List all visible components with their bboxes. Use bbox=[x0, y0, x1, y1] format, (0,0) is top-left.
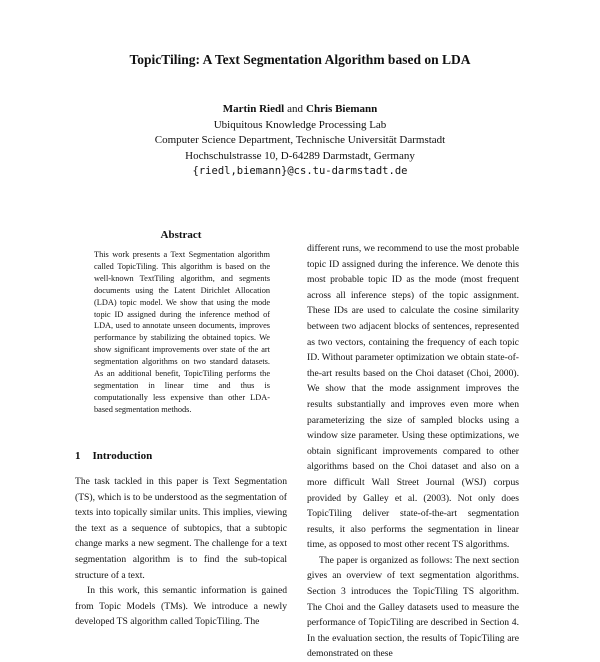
section-1-number: 1 bbox=[75, 450, 81, 462]
affiliation-line-3: Hochschulstrasse 10, D-64289 Darmstadt, Germany bbox=[185, 149, 415, 162]
left-column-body bbox=[75, 474, 287, 630]
paper-title: TopicTiling: A Text Segmentation Algorithm based on LDA bbox=[129, 52, 471, 67]
abstract-text: This work presents a Text Segmentation algorithm called TopicTiling. This algorithm is based on the well-known TextTiling algorithm, and segments documents using the Latent Dirichlet Allocation (LDA) topic model. We show that using the mode topic ID assigned during the inference method of LDA, used to annotate unseen documents, improves performance by stabilizing the obtained topics. We show significant improvements over state of the art segmentation algorithms on two standard datasets. As an additional benefit, TopicTiling performs the segmentation in linear time and thus is computationally less expensive than other LDA-based segmentation methods. bbox=[94, 250, 270, 414]
author-name-2: Chris Biemann bbox=[306, 103, 378, 115]
intro-paragraph-1: The task tackled in this paper is Text Segmentation (TS), which is to be understood as the segmentation of texts into topically similar units. This implies, viewing the text as a sequence of subtopics, that a subtopic change marks a new segment. The challenge for a text segmentation algorithm is to find the sub-topical structure of a text. bbox=[75, 476, 287, 581]
abstract-heading: Abstract bbox=[160, 229, 202, 241]
affiliation-line-1: Ubiquitous Knowledge Processing Lab bbox=[213, 118, 387, 131]
author-name-1: Martin Riedl bbox=[222, 103, 285, 115]
intro-paragraph-2: In this work, this semantic information is gained from Topic Models (TMs). We introduce a newly developed TS algorithm called TopicTiling. The bbox=[75, 585, 287, 628]
author-conjunction: and bbox=[287, 103, 304, 115]
affiliation-line-2: Computer Science Department, Technische Universität Darmstadt bbox=[154, 134, 446, 146]
section-1-heading bbox=[75, 450, 152, 462]
right-paragraph-1: different runs, we recommend to use the most probable topic ID assigned during the inference. We denote this most probable topic ID as the mode (most frequent across all inference steps) of the topic assignment. These IDs are used to calculate the cosine similarity between two adjacent blocks of sentences, represented as two vectors, containing the frequency of each topic ID. Without parameter optimization we obtain state-of-the-art results based on the Choi dataset (Choi, 2000). We show that the mode assignment improves the results substantially and improves even more when parameterizing the size of sampled blocks using a window size parameter. Using these optimizations, we obtain significant improvements compared to other algorithms based on the Choi dataset and also on a more difficult Wall Street Journal (WSJ) corpus provided by Galley et al. (2003). Not only does TopicTiling deliver state-of-the-art segmentation results, it also performs the segmentation in linear time, as opposed to most other recent TS algorithms. bbox=[307, 243, 519, 551]
section-1-title: Introduction bbox=[92, 450, 153, 462]
right-paragraph-2: The paper is organized as follows: The next section gives an overview of text segmentation algorithms. Section 3 introduces the TopicTiling TS algorithm. The Choi and the Galley datasets used to measure the performance of TopicTiling are described in Section 4. In the evaluation section, the results of TopicTiling are demonstrated on these bbox=[307, 554, 519, 660]
right-column-body bbox=[307, 241, 519, 662]
author-email: {riedl,biemann}@cs.tu-darmstadt.de bbox=[192, 165, 408, 177]
author-block bbox=[0, 102, 600, 180]
author-names-line bbox=[0, 102, 600, 118]
